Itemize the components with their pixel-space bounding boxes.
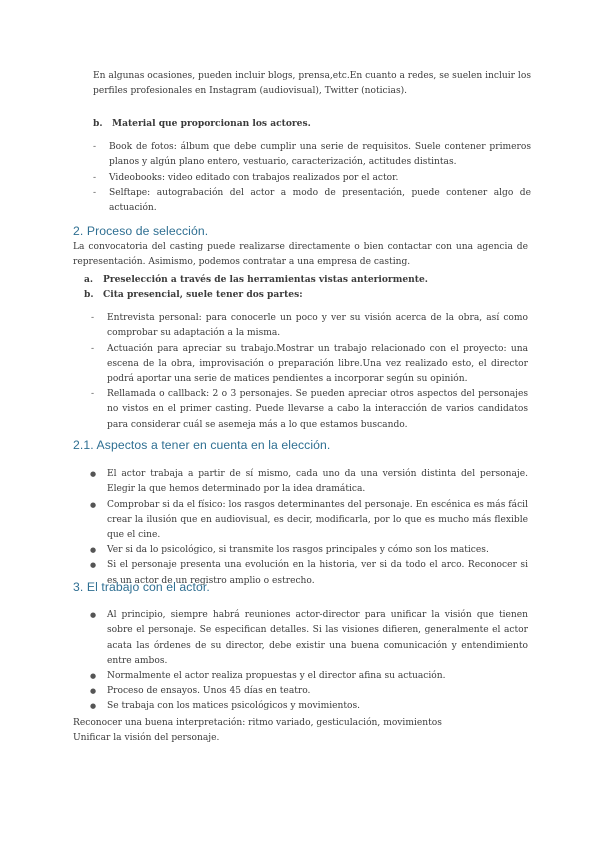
- list-item: - Book de fotos: álbum que debe cumplir una serie de requisitos. Suele contener primeros planos y algún plano entero, vestuario, caracterización, actitudes distintas.: [91, 140, 531, 170]
- selection-aspects-list: [89, 467, 528, 589]
- selection-steps-list: [89, 311, 528, 433]
- presential-marker: b.: [84, 289, 94, 300]
- section-2-paragraph: La convocatoria del casting puede realizarse directamente o bien contactar con una agencia de representación. Asimismo, podemos contratar a una empresa de casting.: [73, 242, 528, 268]
- list-item: - Videobooks: video editado con trabajos realizados por el actor.: [91, 171, 531, 186]
- material-list: [91, 140, 531, 216]
- section-2-1-title: 2.1. Aspectos a tener en cuenta en la elección.: [73, 438, 331, 452]
- list-item: - Selftape: autograbación del actor a modo de presentación, puede contener algo de actuación.: [91, 186, 531, 216]
- list-item: ● Se trabaja con los matices psicológicos y movimientos.: [89, 699, 528, 714]
- list-item: - Rellamada o callback: 2 o 3 personajes. Se pueden apreciar otros aspectos del personajes no vistos en el primer casting. Puede llevarse a cabo la interacción de varios candidatos para considerar cuál se asemeja más a lo que estamos buscando.: [89, 387, 528, 433]
- section-2-title: 2. Proceso de selección.: [73, 224, 209, 238]
- material-subheading: [93, 116, 311, 131]
- actor-work-list: [89, 608, 528, 714]
- section-3-title: 3. El trabajo con el actor.: [73, 580, 210, 594]
- closing-line-1: Reconocer una buena interpretación: ritmo variado, gesticulación, movimientos: [73, 718, 442, 728]
- list-item: - Entrevista personal: para conocerle un poco y ver su visión acerca de la obra, así como comprobar su adaptación a la misma.: [89, 311, 528, 341]
- list-item: ● Si el personaje presenta una evolución en la historia, ver si da todo el arco. Reconocer si es un actor de un registro amplio o estrecho.: [89, 558, 528, 588]
- intro-paragraph: En algunas ocasiones, pueden incluir blogs, prensa,etc.En cuanto a redes, se suelen incluir los perfiles profesionales en Instagram (audiovisual), Twitter (noticias).: [93, 71, 531, 97]
- preselection-subheading: [84, 272, 428, 287]
- list-item: ● Proceso de ensayos. Unos 45 días en teatro.: [89, 684, 528, 699]
- list-item: ● El actor trabaja a partir de sí mismo, cada uno da una versión distinta del personaje. Elegir la que hemos determinado por la idea dramática.: [89, 467, 528, 497]
- list-item: ● Al principio, siempre habrá reuniones actor-director para unificar la visión que tienen sobre el personaje. Se especifican detalles. Si las visiones difieren, generalmente el actor acata las órdenes de su director, debe existir una buena comunicación y entendimiento entre ambos.: [89, 608, 528, 669]
- presential-subheading: [84, 287, 303, 302]
- list-item: ● Ver si da lo psicológico, si transmite los rasgos principales y cómo son los matices.: [89, 543, 528, 558]
- list-item: - Actuación para apreciar su trabajo.Mostrar un trabajo relacionado con el proyecto: una escena de la obra, improvisación o preparación libre.Una vez realizado esto, el director podrá aportar una serie de matices pendientes a incorporar según su opinión.: [89, 342, 528, 388]
- material-heading-text: Material que proporcionan los actores.: [112, 118, 311, 129]
- list-item: ● Normalmente el actor realiza propuestas y el director afina su actuación.: [89, 669, 528, 684]
- closing-line-2: Unificar la visión del personaje.: [73, 733, 220, 743]
- presential-text: Cita presencial, suele tener dos partes:: [103, 289, 303, 300]
- material-marker: b.: [93, 118, 103, 129]
- preselection-text: Preselección a través de las herramientas vistas anteriormente.: [103, 274, 428, 285]
- list-item: ● Comprobar si da el físico: los rasgos determinantes del personaje. En escénica es más fácil crear la ilusión que en audiovisual, es decir, modificarla, por lo que es mucho más flexible que el cine.: [89, 498, 528, 544]
- preselection-marker: a.: [84, 274, 94, 285]
